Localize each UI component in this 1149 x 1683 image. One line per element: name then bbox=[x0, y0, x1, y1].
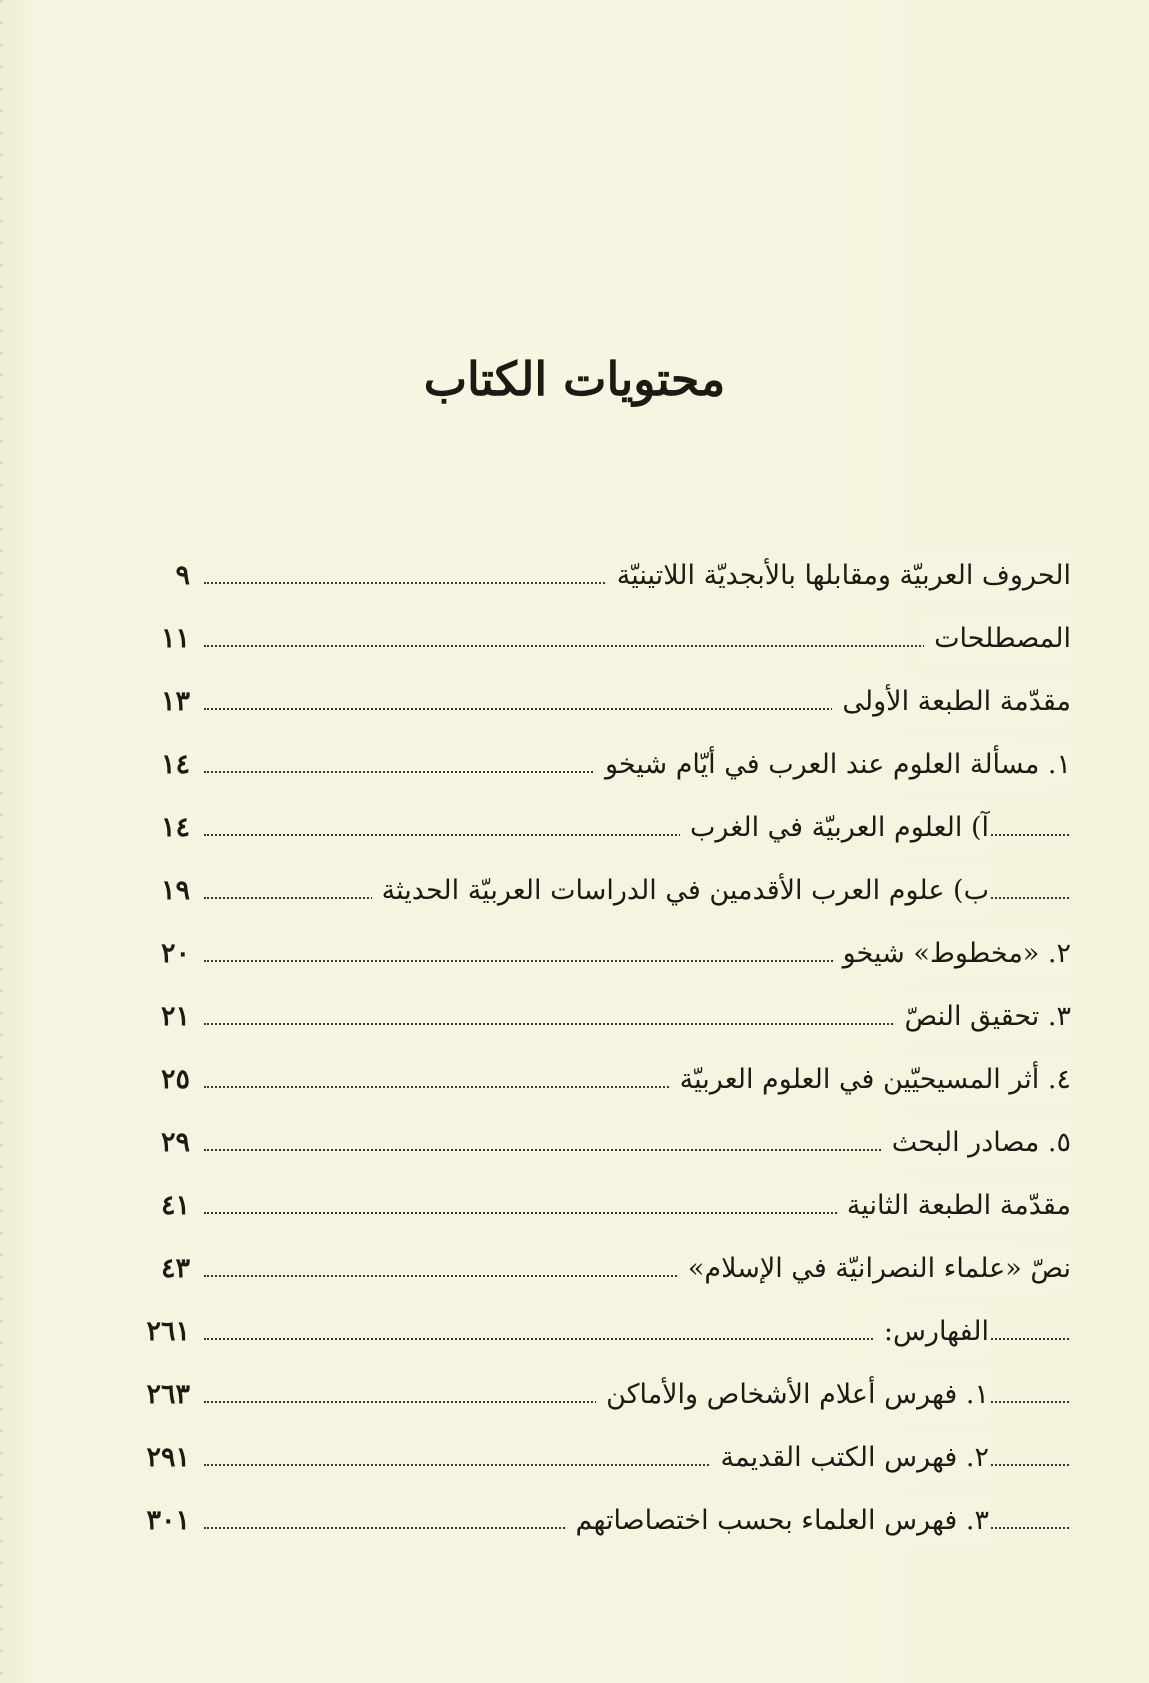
toc-entry-page: ٩ bbox=[175, 560, 190, 591]
toc-entry-page: ٢١ bbox=[160, 1001, 190, 1032]
toc-entry-page: ١٤ bbox=[160, 812, 190, 843]
toc-entry-letters bbox=[0, 552, 1149, 600]
toc-entry-page: ٤١ bbox=[160, 1190, 190, 1221]
toc-entry-index-2 bbox=[0, 1434, 1149, 1482]
toc-entry-label: الفهارس: bbox=[874, 1308, 989, 1356]
toc-entry-section-5 bbox=[0, 1119, 1149, 1167]
toc-entry-label: نصّ «علماء النصرانيّة في الإسلام» bbox=[678, 1245, 1071, 1293]
toc-entry-label: ٢. فهرس الكتب القديمة bbox=[710, 1434, 989, 1482]
table-of-contents bbox=[0, 552, 1149, 1552]
toc-entry-label: ١. مسألة العلوم عند العرب في أيّام شيخو bbox=[595, 741, 1071, 789]
toc-entry-label: ٤. أثر المسيحيّين في العلوم العربيّة bbox=[670, 1056, 1071, 1104]
toc-entry-label: ٣. تحقيق النصّ bbox=[895, 993, 1071, 1041]
toc-entry-section-1a bbox=[0, 804, 1149, 852]
toc-entry-index-3 bbox=[0, 1497, 1149, 1545]
toc-entry-indexes bbox=[0, 1308, 1149, 1356]
toc-entry-page: ٢٩١ bbox=[146, 1442, 190, 1473]
toc-entry-label: ١. فهرس أعلام الأشخاص والأماكن bbox=[596, 1371, 989, 1419]
toc-entry-index-1 bbox=[0, 1371, 1149, 1419]
toc-entry-label: مقدّمة الطبعة الثانية bbox=[837, 1182, 1071, 1230]
toc-entry-label: ب) علوم العرب الأقدمين في الدراسات العربيّة الحديثة bbox=[372, 867, 989, 915]
toc-entry-label: الحروف العربيّة ومقابلها بالأبجديّة اللاتينيّة bbox=[607, 552, 1071, 600]
toc-entry-section-4 bbox=[0, 1056, 1149, 1104]
toc-entry-text bbox=[0, 1245, 1149, 1293]
toc-entry-page: ٢٦١ bbox=[146, 1316, 190, 1347]
toc-entry-page: ٢٦٣ bbox=[146, 1379, 190, 1410]
toc-entry-page: ٢٥ bbox=[160, 1064, 190, 1095]
toc-entry-page: ١٤ bbox=[160, 749, 190, 780]
toc-entry-page: ١٩ bbox=[160, 875, 190, 906]
toc-entry-label: ٥. مصادر البحث bbox=[882, 1119, 1071, 1167]
toc-entry-label: ٢. «مخطوط» شيخو bbox=[833, 930, 1071, 978]
toc-entry-page: ٢٠ bbox=[160, 938, 190, 969]
toc-entry-first-edition bbox=[0, 678, 1149, 726]
toc-entry-section-1 bbox=[0, 741, 1149, 789]
toc-entry-section-3 bbox=[0, 993, 1149, 1041]
toc-entry-page: ١٣ bbox=[160, 686, 190, 717]
toc-entry-label: آ) العلوم العربيّة في الغرب bbox=[680, 804, 989, 852]
toc-entry-section-1b bbox=[0, 867, 1149, 915]
toc-entry-section-2 bbox=[0, 930, 1149, 978]
toc-entry-label: المصطلحات bbox=[924, 615, 1071, 663]
toc-entry-label: مقدّمة الطبعة الأولى bbox=[832, 678, 1071, 726]
page-title: محتويات الكتاب bbox=[423, 352, 726, 406]
toc-entry-second-edition bbox=[0, 1182, 1149, 1230]
toc-entry-page: ٢٩ bbox=[160, 1127, 190, 1158]
toc-entry-label: ٣. فهرس العلماء بحسب اختصاصاتهم bbox=[566, 1497, 989, 1545]
toc-entry-page: ٣٠١ bbox=[146, 1505, 190, 1536]
toc-entry-terms bbox=[0, 615, 1149, 663]
toc-entry-page: ٤٣ bbox=[160, 1253, 190, 1284]
toc-entry-page: ١١ bbox=[160, 623, 190, 654]
